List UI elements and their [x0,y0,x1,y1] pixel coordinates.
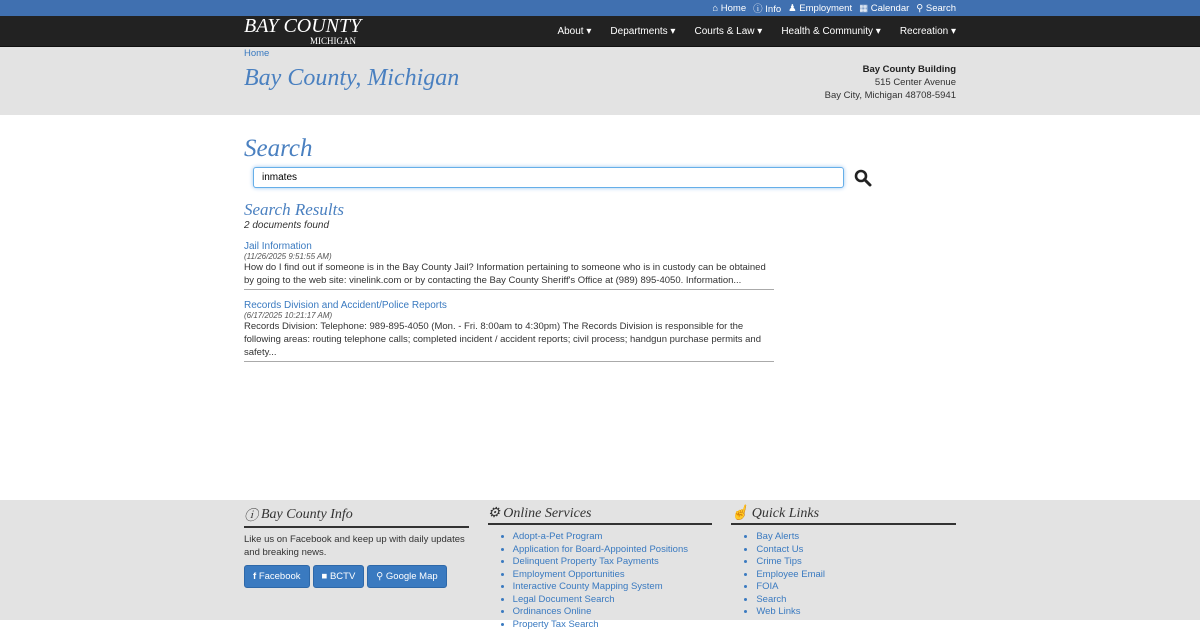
nav-label: Departments [610,26,668,37]
nav-departments[interactable]: Departments ▾ [610,26,676,37]
service-link[interactable]: Adopt-a-Pet Program [512,531,603,542]
street: 515 Center Avenue [874,77,956,88]
facebook-button[interactable]: f Facebook [244,565,310,588]
quick-link[interactable]: Web Links [756,606,801,617]
result-title-link[interactable]: Jail Information [244,241,312,252]
link-label: Info [765,4,782,15]
result-date: (6/17/2025 10:21:17 AM) [244,311,333,320]
footer-info [244,505,469,631]
service-link[interactable]: Ordinances Online [512,606,592,617]
quick-link[interactable]: Contact Us [756,543,804,555]
address-block [825,63,956,102]
google-map-button[interactable]: ⚲ Google Map [367,565,446,588]
service-link[interactable]: Legal Document Search [512,593,615,605]
nav-recreation[interactable]: Recreation ▾ [899,26,956,37]
nav-label: Recreation [899,26,949,37]
button-label: BCTV [329,571,356,582]
footer-heading: Quick Links [751,505,820,521]
nav-about[interactable]: About ▾ [557,26,592,37]
result-snippet: Records Division: Telephone: 989-895-4050 (Mon. - Fri. 8:00am to 4:30pm) The Records Division is responsible for the following areas: routing telephone calls; completed incident / accident reports; civil process; handgun purchase permits and safety... [244,321,761,358]
footer-heading: Online Services [503,505,592,521]
page-title: Bay County, Michigan [244,65,460,91]
link-label: Calendar [870,2,910,14]
quick-link[interactable]: Search [756,593,787,605]
nav-health-community[interactable]: Health & Community ▾ [781,26,881,37]
pointer-hand-icon: ☝ [731,506,749,521]
footer-heading: Bay County Info [261,507,353,522]
city: Bay City, Michigan 48708-5941 [824,90,956,101]
footer [0,500,1200,630]
main-content [244,135,956,362]
gears-icon: ⚙ [487,506,501,521]
link-label: Employment [799,2,853,14]
utility-link-search[interactable]: ⚲ Search [916,2,956,14]
main-nav [0,16,1200,47]
page-header [0,47,1200,115]
breadcrumb [244,47,269,59]
search-icon[interactable] [854,169,872,187]
link-label: Home [720,2,747,14]
footer-info-text: Like us on Facebook and keep up with daily updates and breaking news. [244,534,465,558]
search-input[interactable] [253,167,844,188]
info-icon: ⓘ [244,509,258,524]
utility-link-info[interactable]: ⓘ Info [753,4,782,15]
search-result [244,300,774,362]
service-link[interactable]: Application for Board-Appointed Positions [512,543,688,555]
logo-line1: BAY COUNTY [244,15,362,37]
button-label: Facebook [258,571,301,582]
building-name: Bay County Building [862,64,956,75]
results-count: 2 documents found [244,220,330,231]
footer-quick-links [731,505,956,631]
quick-link[interactable]: FOIA [756,581,779,592]
results-heading: Search Results [244,200,344,219]
service-link[interactable]: Property Tax Search [512,618,599,630]
button-label: Google Map [385,571,438,582]
result-title-link[interactable]: Records Division and Accident/Police Reports [244,300,447,311]
quick-link[interactable]: Bay Alerts [756,531,800,542]
utility-bar [0,0,1200,16]
breadcrumb-home[interactable]: Home [244,48,270,59]
link-label: Search [925,2,956,14]
service-link[interactable]: Delinquent Property Tax Payments [512,556,659,567]
utility-link-home[interactable]: ⌂ Home [712,2,747,14]
result-snippet: How do I find out if someone is in the Bay County Jail? Information pertaining to someone who is in custody can be obtained by going to the web site: vinelink.com or by contacting the Bay County Sheriff's Office at (989) 895-4050. Information... [244,262,766,286]
search-result [244,241,774,290]
utility-link-employment[interactable]: ♟ Employment [788,2,853,14]
bctv-button[interactable]: ■ BCTV [313,565,365,588]
site-logo[interactable] [244,16,364,47]
footer-services [488,505,713,631]
nav-label: About [557,26,584,37]
utility-link-calendar[interactable]: ▦ Calendar [859,2,910,14]
quick-link[interactable]: Employee Email [756,568,825,580]
result-date: (11/26/2025 9:51:55 AM) [244,252,332,261]
quick-link[interactable]: Crime Tips [756,556,802,567]
nav-label: Health & Community [781,26,874,37]
search-heading: Search [244,135,313,162]
service-link[interactable]: Interactive County Mapping System [512,581,663,592]
nav-label: Courts & Law [694,26,755,37]
nav-courts-law[interactable]: Courts & Law ▾ [694,26,763,37]
service-link[interactable]: Employment Opportunities [512,568,625,580]
logo-line2: MICHIGAN [310,36,356,46]
